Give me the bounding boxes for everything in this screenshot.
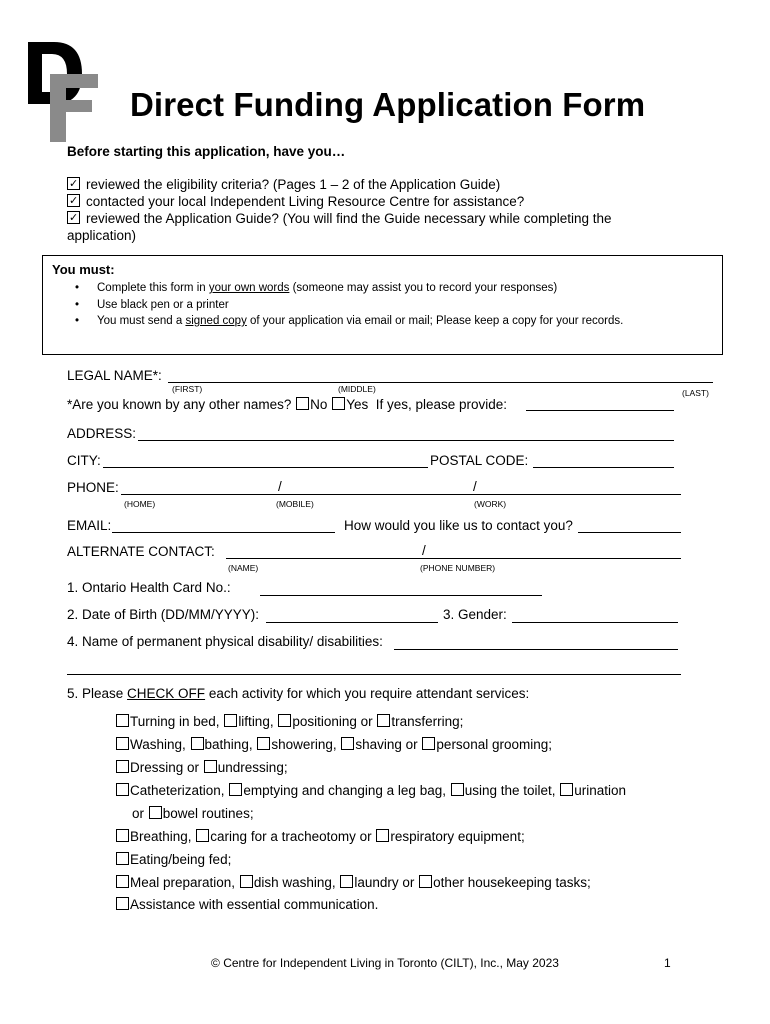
legal-name-field[interactable] [168,382,713,383]
task-line: Dressing or undressing; [115,760,288,775]
phone-slash: / [278,479,282,494]
task-line: or bowel routines; [132,806,254,821]
checklist-item: ✓reviewed the eligibility criteria? (Pages 1 – 2 of the Application Guide) [67,176,667,193]
disability-field[interactable] [394,649,678,650]
phone-label: PHONE: [67,480,119,495]
q5-label: 5. Please CHECK OFF each activity for which you require attendant services: [67,686,530,701]
page-title: Direct Funding Application Form [130,86,646,123]
checkbox-checked-icon[interactable] [67,177,80,190]
gender-field[interactable] [512,622,678,623]
alt-slash: / [422,543,426,558]
phone-number-label: (PHONE NUMBER) [420,563,496,573]
work-label: (WORK) [474,499,507,509]
dob-field[interactable] [266,622,438,623]
df-logo [24,38,134,148]
checkbox[interactable] [116,783,129,796]
email-label: EMAIL: [67,518,112,533]
intro-text: Before starting this application, have you… [67,144,346,159]
address-field[interactable] [138,440,674,441]
disability-label: 4. Name of permanent physical disability/ disabilities: [67,634,383,649]
gender-label: 3. Gender: [443,607,507,622]
health-card-field[interactable] [260,595,542,596]
phone-field[interactable] [121,494,681,495]
list-item: • You must send a signed copy of your application via email or mail; Please keep a copy for your records. [75,315,624,327]
checkbox[interactable] [116,829,129,842]
task-line: Breathing, caring for a tracheotomy or respiratory equipment; [115,829,525,844]
checkbox[interactable] [422,737,435,750]
task-line: Turning in bed, lifting, positioning or transferring; [115,714,463,729]
legal-name-label: LEGAL NAME*: [67,368,162,383]
checkbox[interactable] [240,875,253,888]
checkbox-checked-icon[interactable] [67,194,80,207]
checkbox[interactable] [116,760,129,773]
postal-code-label: POSTAL CODE: [430,453,529,468]
checkbox[interactable] [376,829,389,842]
checkbox[interactable] [116,714,129,727]
task-line: Assistance with essential communication. [115,897,378,912]
postal-code-field[interactable] [533,467,674,468]
checkbox[interactable] [278,714,291,727]
address-label: ADDRESS: [67,426,137,441]
checkbox[interactable] [224,714,237,727]
mobile-label: (MOBILE) [276,499,314,509]
dob-label: 2. Date of Birth (DD/MM/YYYY): [67,607,260,622]
contact-preference-field[interactable] [578,532,681,533]
checkbox[interactable] [419,875,432,888]
checklist-item: ✓reviewed the Application Guide? (You will find the Guide necessary while completing the [67,210,667,227]
city-field[interactable] [103,467,428,468]
checkbox[interactable] [149,806,162,819]
checkbox[interactable] [229,783,242,796]
list-item: • Use black pen or a printer [75,298,229,311]
pre-checklist [67,176,667,244]
disability-field-line2[interactable] [67,674,681,675]
instructions-title: You must: [52,262,115,277]
checkbox[interactable] [116,875,129,888]
task-line: Eating/being fed; [115,852,231,867]
task-line: Meal preparation, dish washing, laundry or other housekeeping tasks; [115,875,591,890]
yes-checkbox[interactable] [332,397,345,410]
alternate-contact-label: ALTERNATE CONTACT: [67,544,215,559]
other-names-field[interactable] [526,410,674,411]
checkbox[interactable] [191,737,204,750]
list-item: • Complete this form in your own words (someone may assist you to record your responses) [75,282,558,294]
phone-slash: / [473,479,477,494]
home-label: (HOME) [124,499,156,509]
instructions-list [75,280,623,330]
email-field[interactable] [112,532,335,533]
name-label: (NAME) [228,563,259,573]
checkbox[interactable] [116,897,129,910]
no-checkbox[interactable] [296,397,309,410]
checklist-item: ✓contacted your local Independent Living Resource Centre for assistance? [67,193,667,210]
footer-copyright: © Centre for Independent Living in Toronto (CILT), Inc., May 2023 [211,956,559,970]
checkbox[interactable] [116,852,129,865]
checkbox[interactable] [196,829,209,842]
task-line: Catheterization, emptying and changing a leg bag, using the toilet, urination [115,783,626,798]
other-names-row: *Are you known by any other names? No Yes If yes, please provide: [67,397,508,412]
checkbox[interactable] [341,737,354,750]
checkbox[interactable] [340,875,353,888]
checkbox[interactable] [257,737,270,750]
checkbox[interactable] [451,783,464,796]
contact-preference-label: How would you like us to contact you? [344,518,573,533]
city-label: CITY: [67,453,101,468]
middle-label: (MIDDLE) [338,384,376,394]
checkbox[interactable] [116,737,129,750]
task-line: Washing, bathing, showering, shaving or personal grooming; [115,737,552,752]
checkbox[interactable] [377,714,390,727]
first-label: (FIRST) [172,384,203,394]
checkbox-checked-icon[interactable] [67,211,80,224]
last-label: (LAST) [682,388,709,398]
page-number: 1 [664,956,671,970]
health-card-label: 1. Ontario Health Card No.: [67,580,231,595]
checkbox[interactable] [560,783,573,796]
checkbox[interactable] [204,760,217,773]
checklist-item-cont: application) [67,228,137,243]
alternate-contact-field[interactable] [226,558,681,559]
